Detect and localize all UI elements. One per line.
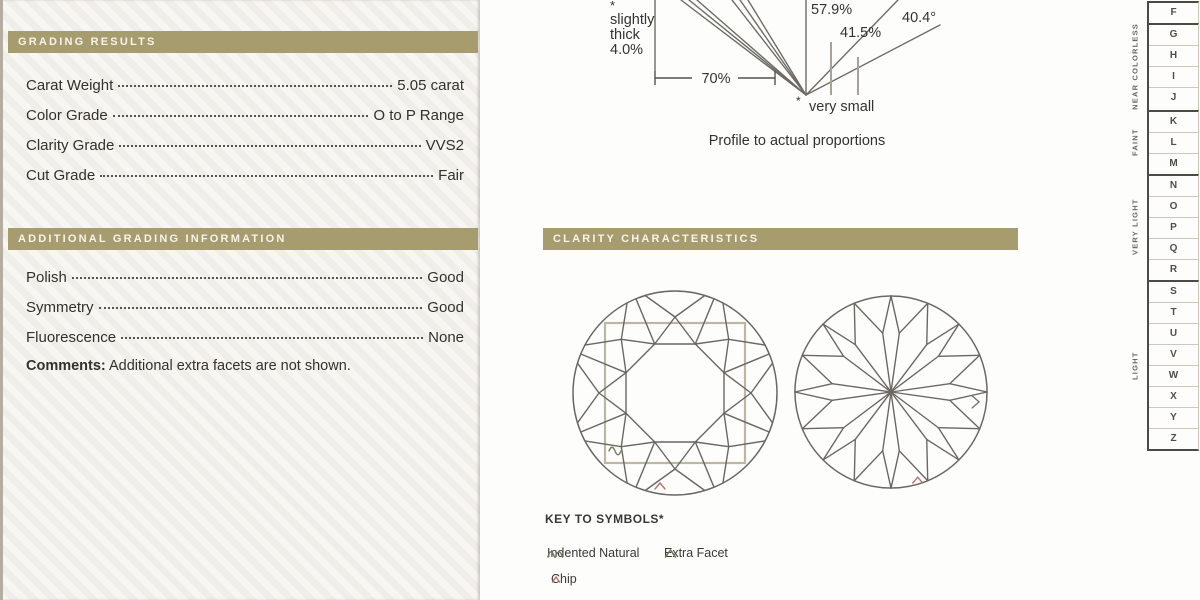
row-value: O to P Range	[373, 107, 464, 124]
row-label: Carat Weight	[26, 77, 114, 94]
color-grade-cell: Q	[1149, 238, 1198, 259]
row-label: Clarity Grade	[26, 137, 115, 154]
color-grade-group	[1123, 174, 1199, 280]
girdle-asterisk: *	[610, 0, 616, 13]
pavilion-plot-diagram	[791, 292, 991, 492]
girdle-note-line1: slightly	[610, 12, 655, 28]
additional-grading-header	[8, 228, 478, 250]
key-item-label: Indented Natural	[547, 546, 640, 560]
key-item-label: Extra Facet	[664, 546, 728, 560]
color-grade-cell: M	[1149, 153, 1198, 174]
color-grade-cell: R	[1149, 259, 1198, 280]
indented-natural-icon	[547, 548, 565, 559]
row-label: Polish	[26, 269, 67, 286]
color-grade-cell: V	[1149, 344, 1198, 365]
row-value: VVS2	[425, 137, 464, 154]
dotted-leader	[100, 175, 433, 177]
color-grade-cell: Y	[1149, 407, 1198, 428]
row-label: Color Grade	[26, 107, 108, 124]
girdle-note-line3: 4.0%	[610, 42, 644, 58]
row-value: None	[428, 329, 464, 346]
color-grade-cell: P	[1149, 217, 1198, 238]
color-grade-scale	[1123, 1, 1199, 451]
dotted-leader	[72, 277, 422, 279]
grading-results-header	[8, 31, 478, 53]
color-grade-cell: G	[1169, 29, 1178, 40]
comments-line	[26, 358, 466, 374]
grading-row	[26, 329, 464, 346]
dotted-leader	[99, 307, 423, 309]
section-title: GRADING RESULTS	[18, 36, 157, 48]
row-value: Good	[427, 269, 464, 286]
color-grade-cell: H	[1149, 45, 1198, 66]
grading-row	[26, 107, 464, 124]
color-grade-cell: Z	[1149, 428, 1198, 449]
color-grade-group	[1123, 1, 1199, 23]
color-grade-group-label: NEAR COLORLESS	[1130, 23, 1140, 110]
grading-row	[26, 167, 464, 184]
key-item-chip	[551, 572, 577, 586]
crown-plot-diagram	[570, 288, 780, 498]
key-to-symbols-title: KEY TO SYMBOLS*	[545, 512, 665, 526]
row-value: 5.05 carat	[397, 77, 464, 94]
comments-text: Additional extra facets are not shown.	[109, 358, 351, 374]
extra-facet-icon	[664, 548, 677, 559]
color-grade-group-label: FAINT	[1130, 127, 1140, 156]
grading-row	[26, 269, 464, 286]
color-grade-cell: U	[1149, 323, 1198, 344]
color-grade-group-label: LIGHT	[1130, 351, 1140, 380]
section-title: ADDITIONAL GRADING INFORMATION	[18, 233, 287, 245]
color-grade-cell: J	[1149, 87, 1198, 108]
color-grade-cell: K	[1169, 115, 1178, 127]
section-title: CLARITY CHARACTERISTICS	[553, 233, 760, 245]
dotted-leader	[118, 85, 392, 87]
color-grade-group	[1123, 280, 1199, 451]
chip-icon	[551, 575, 561, 584]
dotted-leader	[113, 115, 369, 117]
row-label: Symmetry	[26, 299, 94, 316]
color-grade-cell: S	[1170, 285, 1177, 297]
grading-row	[26, 137, 464, 154]
profile-caption: Profile to actual proportions	[708, 133, 886, 149]
color-grade-cell: I	[1149, 66, 1198, 87]
dotted-leader	[121, 337, 423, 339]
grading-row	[26, 77, 464, 94]
color-grade-group	[1123, 23, 1199, 110]
key-item-indented-natural	[547, 546, 639, 560]
comments-label: Comments:	[26, 358, 106, 374]
pavilion-angle: 40.4°	[902, 10, 937, 26]
depth-percent: 57.9%	[811, 2, 853, 18]
culet-size-label: very small	[809, 99, 875, 115]
key-item-label: Chip	[551, 572, 577, 586]
row-value: Fair	[438, 167, 464, 184]
color-grade-group	[1123, 110, 1199, 174]
color-grade-cell: N	[1169, 179, 1178, 191]
color-grade-group-label	[1123, 1, 1147, 23]
color-grade-cell: W	[1149, 365, 1198, 386]
row-label: Cut Grade	[26, 167, 96, 184]
color-grade-cell: O	[1149, 196, 1198, 217]
pavilion-depth-percent: 41.5%	[840, 25, 882, 41]
color-grade-cell: L	[1149, 132, 1198, 153]
girdle-note-line2: thick	[610, 27, 640, 43]
culet-asterisk: *	[796, 94, 801, 108]
color-grade-cell: F	[1170, 7, 1177, 18]
clarity-characteristics-header	[543, 228, 1018, 250]
color-grade-cell: X	[1149, 386, 1198, 407]
dotted-leader	[119, 145, 420, 147]
grading-row	[26, 299, 464, 316]
color-grade-cell: T	[1149, 302, 1198, 323]
row-value: Good	[427, 299, 464, 316]
color-grade-group-label: VERY LIGHT	[1130, 198, 1140, 256]
row-label: Fluorescence	[26, 329, 117, 346]
key-item-extra-facet	[664, 546, 728, 560]
lower-half-percent: 70%	[701, 71, 731, 87]
